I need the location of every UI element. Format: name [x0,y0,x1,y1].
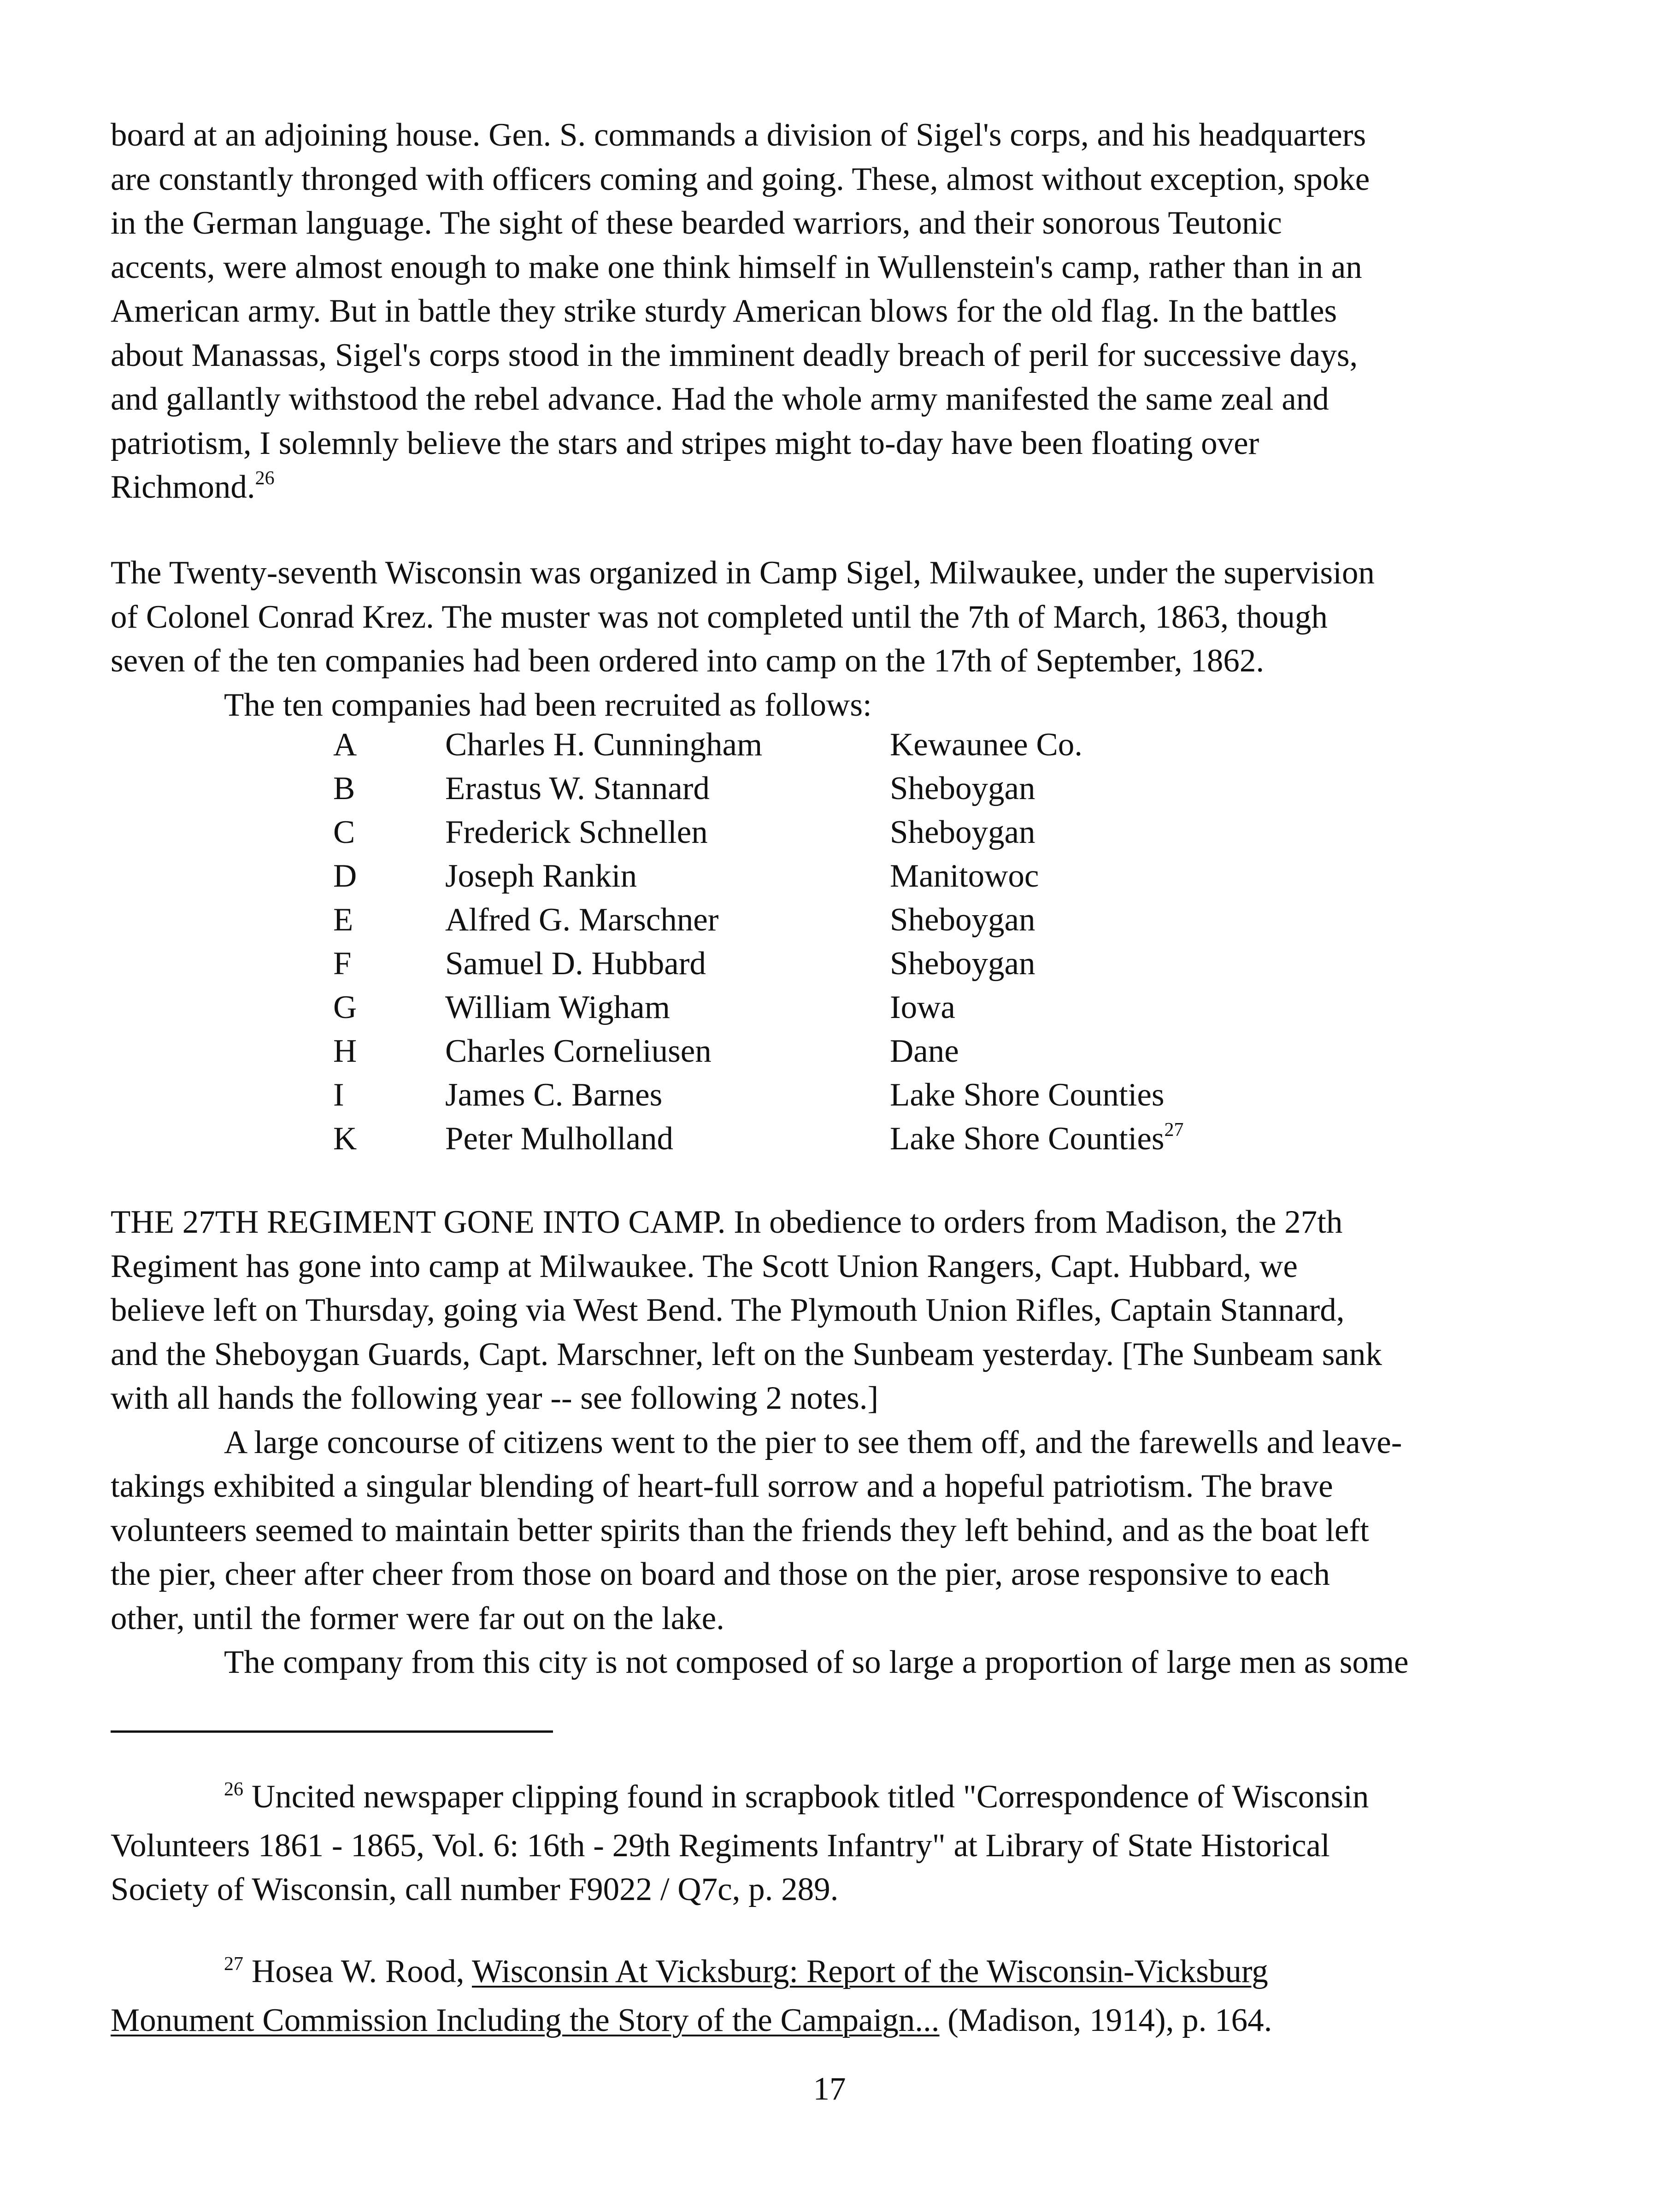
table-row [0,1033,1659,1077]
footnote-number: 27 [224,1953,243,1975]
text-fragment: Hosea W. Rood, [252,1953,472,1989]
company-letter: E [333,902,353,938]
paragraph-organization [111,551,1571,727]
company-captain: James C. Barnes [445,1077,663,1113]
text-line [111,1950,1571,1999]
company-letter: F [333,946,352,982]
company-county: Manitowoc [890,858,1039,894]
company-captain: Frederick Schnellen [445,814,708,850]
company-county: Sheboygan [890,902,1035,938]
company-letter: H [333,1033,357,1069]
text-line: and gallantly withstood the rebel advance. Had the whole army manifested the same zeal and [111,381,1329,417]
footnote-separator [111,1730,553,1733]
text-line: The ten companies had been recruited as follows: [224,687,872,723]
paragraph-headquarters [111,113,1571,510]
book-title: Wisconsin At Vicksburg: Report of the Wisconsin-Vicksburg [471,1953,1268,1989]
text-line: board at an adjoining house. Gen. S. commands a division of Sigel's corps, and his headquarters [111,117,1366,153]
text-line: patriotism, I solemnly believe the stars and stripes might to-day have been floating over [111,425,1259,461]
company-letter: A [333,727,357,763]
text-line: Volunteers 1861 - 1865, Vol. 6: 16th - 29th Regiments Infantry" at Library of State Historical [111,1827,1330,1864]
text-line: and the Sheboygan Guards, Capt. Marschner, left on the Sunbeam yesterday. [The Sunbeam sank [111,1336,1382,1372]
text-line [111,465,1571,510]
text-line: The Twenty-seventh Wisconsin was organized in Camp Sigel, Milwaukee, under the supervision [111,555,1375,591]
text-fragment: Richmond. [111,469,255,505]
company-letter: G [333,989,357,1025]
text-line: accents, were almost enough to make one think himself in Wullenstein's camp, rather than in an [111,249,1362,285]
table-row [0,1077,1659,1120]
text-line [111,1775,1571,1824]
text-line: other, until the former were far out on the lake. [111,1600,724,1636]
company-captain: Charles Corneliusen [445,1033,712,1069]
text-line: American army. But in battle they strike sturdy American blows for the old flag. In the battles [111,293,1337,329]
company-county: Sheboygan [890,814,1035,850]
table-row [0,770,1659,814]
paragraph-regiment-camp [111,1200,1571,1685]
footnote-number: 26 [224,1779,243,1800]
company-captain: Alfred G. Marschner [445,902,719,938]
company-captain: Joseph Rankin [445,858,637,894]
company-captain: William Wigham [445,989,670,1025]
company-letter: C [333,814,355,850]
text-line: seven of the ten companies had been ordered into camp on the 17th of September, 1862. [111,643,1265,679]
text-fragment: Uncited newspaper clipping found in scrapbook titled "Correspondence of Wisconsin [252,1779,1369,1815]
company-letter: B [333,771,355,806]
book-title: Monument Commission Including the Story of the Campaign... [111,2002,940,2038]
text-line: in the German language. The sight of these bearded warriors, and their sonorous Teutonic [111,205,1282,241]
page-number: 17 [813,2071,846,2107]
footnote-26 [111,1775,1571,1912]
text-fragment: (Madison, 1914), p. 164. [939,2002,1272,2038]
company-captain: Samuel D. Hubbard [445,946,706,982]
table-row [0,989,1659,1033]
table-row [0,1120,1659,1164]
text-line: The company from this city is not composed of so large a proportion of large men as some [224,1644,1409,1680]
company-letter: K [333,1121,357,1157]
company-captain: Peter Mulholland [445,1121,673,1157]
footnote-reference-27: 27 [1164,1119,1184,1141]
table-row [0,945,1659,989]
table-row [0,901,1659,945]
company-county: Dane [890,1033,959,1069]
text-line: are constantly thronged with officers coming and going. These, almost without exception, spoke [111,161,1370,197]
company-county: Kewaunee Co. [890,727,1082,763]
company-county: Sheboygan [890,946,1035,982]
text-line [111,1999,1571,2043]
text-line: Society of Wisconsin, call number F9022 / Q7c, p. 289. [111,1871,839,1907]
company-county: Sheboygan [890,771,1035,806]
text-fragment: Lake Shore Counties [890,1121,1165,1157]
text-line: about Manassas, Sigel's corps stood in the imminent deadly breach of peril for successive days, [111,337,1358,373]
text-line: volunteers seemed to maintain better spirits than the friends they left behind, and as the boat left [111,1512,1369,1548]
text-line: THE 27TH REGIMENT GONE INTO CAMP. In obedience to orders from Madison, the 27th [111,1204,1343,1240]
table-row [0,726,1659,770]
text-line: the pier, cheer after cheer from those on board and those on the pier, arose responsive to each [111,1556,1330,1592]
company-captain: Erastus W. Stannard [445,771,710,806]
footnote-27 [111,1950,1571,2042]
company-letter: D [333,858,357,894]
footnote-reference-26: 26 [255,468,275,489]
text-line: believe left on Thursday, going via West Bend. The Plymouth Union Rifles, Captain Stannard, [111,1292,1345,1328]
text-line: with all hands the following year -- see following 2 notes.] [111,1380,879,1416]
company-captain: Charles H. Cunningham [445,727,763,763]
company-county: Lake Shore Counties [890,1077,1165,1113]
table-row [0,814,1659,858]
text-line: Regiment has gone into camp at Milwaukee. The Scott Union Rangers, Capt. Hubbard, we [111,1248,1298,1284]
company-county [890,1120,1184,1158]
text-line: takings exhibited a singular blending of heart-full sorrow and a hopeful patriotism. The brave [111,1468,1333,1504]
company-county: Iowa [890,989,955,1025]
table-row [0,858,1659,901]
text-line: A large concourse of citizens went to the pier to see them off, and the farewells and leave- [224,1424,1402,1460]
company-letter: I [333,1077,344,1113]
text-line: of Colonel Conrad Krez. The muster was not completed until the 7th of March, 1863, though [111,599,1328,635]
